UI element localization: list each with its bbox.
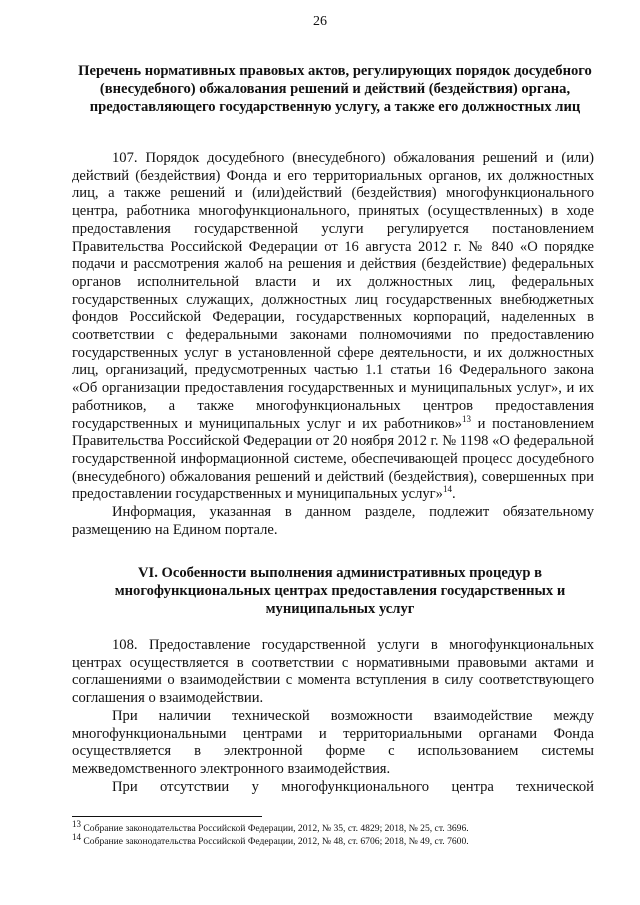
paragraph-107 <box>72 150 594 504</box>
footnote-13 <box>72 818 594 835</box>
paragraph-information: Информация, указанная в данном разделе, подлежит обязательному размещению на Едином портале. <box>72 504 594 538</box>
paragraph-no-technical-possibility: При отсутствии у многофункционального центра технической <box>112 778 594 795</box>
paragraph-107-text-b: и постановлением Правительства Российской Федерации от 20 ноября 2012 г. № 1198 «О федеральной государственной информационной системе, обеспечивающей процесс досудебного (внесудебного) обжалования решений и действий (бездействия), совершенных при предоставлении государственных и муниципальных услуг» <box>72 415 594 503</box>
footnote-14-text: Собрание законодательства Российской Федерации, 2012, № 48, ст. 6706; 2018, № 49, ст. 7600. <box>81 836 469 847</box>
section-mfc-body <box>72 637 594 796</box>
paragraph-107-text-a: 107. Порядок досудебного (внесудебного) обжалования решений и (или) действий (бездействия) Фонда и его территориальных органов, их должностных лиц, а также решений и (или)действий (бездействия) многофункционального центра, работника многофункционального, принятых (осуществленных) в ходе предоставления государственной услуги регулируется постановлением Правительства Российской Федерации от 16 августа 2012 г. № 840 «О порядке подачи и рассмотрения жалоб на решения и действия (бездействие) федеральных органов исполнительной власти и их должностных лиц, федеральных государственных служащих, должностных лиц государственных внебюджетных фондов Российской Федерации, государственных корпораций, наделенных в соответствии с федеральными законами полномочиями по предоставлению государственных услуг в установленной сфере деятельности, и их должностных лиц, организаций, предусмотренных частью 1.1 статьи 16 Федерального закона «Об организации предоставления государственных и муниципальных услуг», и их работников, а также многофункциональных центров предоставления государственных и муниципальных услуг и их работников» <box>72 150 594 432</box>
footnote-13-text: Собрание законодательства Российской Федерации, 2012, № 35, ст. 4829; 2018, № 25, ст. 3696. <box>81 823 469 834</box>
paragraph-108: 108. Предоставление государственной услуги в многофункциональных центрах осуществляется в соответствии с нормативными правовыми актами и соглашениями о взаимодействии с момента вступления в силу соответствующего соглашения о взаимодействии. <box>72 637 594 707</box>
paragraph-technical-possibility: При наличии технической возможности взаимодействие между многофункциональными центрами и территориальными органами Фонда осуществляется в электронной форме с использованием системы межведомственного электронного взаимодействия. <box>72 707 594 777</box>
footnote-ref-14: 14 <box>442 484 452 495</box>
paragraph-107-text-c: . <box>451 486 456 503</box>
footnote-14 <box>72 831 594 848</box>
section-title-mfc: VI. Особенности выполнения административных процедур в многофункциональных центрах предоставления государственных и муниципальных услуг <box>114 565 566 617</box>
footnote-ref-13: 13 <box>462 413 472 424</box>
footnote-divider <box>72 816 262 817</box>
footnote-14-number: 14 <box>72 831 81 842</box>
section-title-legal-acts: Перечень нормативных правовых актов, регулирующих порядок досудебного (внесудебного) обжалования решений и действий (бездействия) органа, предоставляющего государственную услугу, а также его должностных лиц <box>78 63 592 115</box>
section-legal-acts-body <box>72 150 594 539</box>
footnote-13-number: 13 <box>72 818 81 829</box>
footnotes <box>72 816 594 848</box>
page-number: 26 <box>313 14 327 29</box>
